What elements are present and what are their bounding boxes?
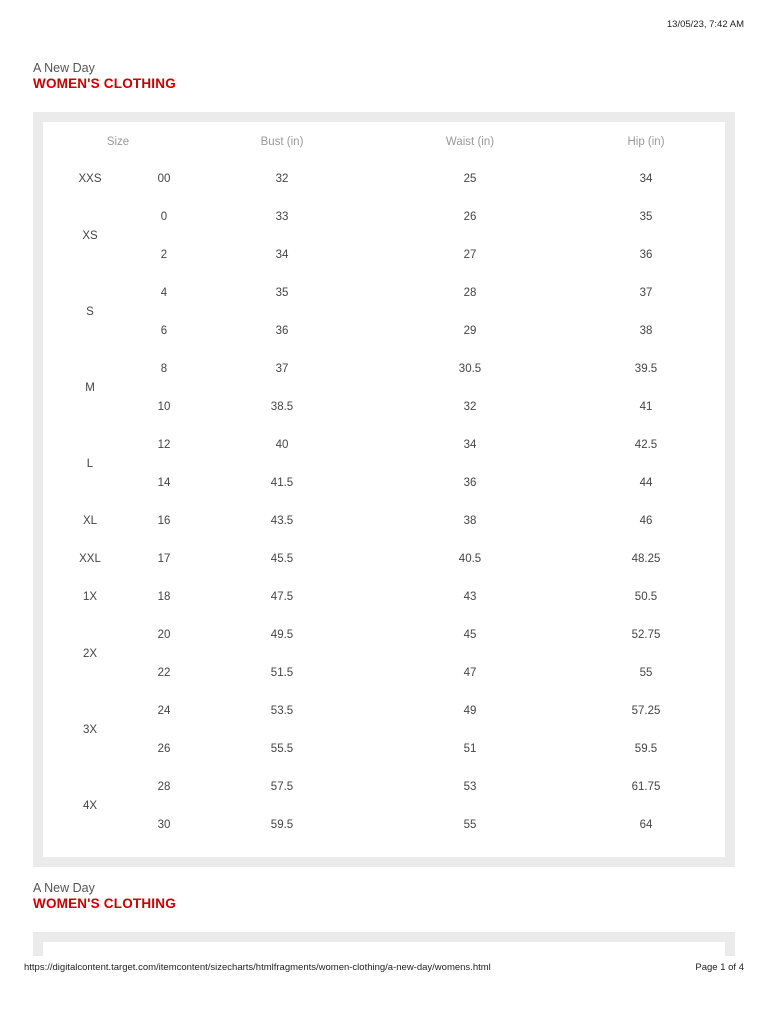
waist-cell: 26 <box>463 211 477 223</box>
hip-cell: 41 <box>639 401 653 413</box>
waist-cell: 36 <box>463 477 477 489</box>
size-label-cell: 1X <box>82 591 98 603</box>
size-label-cell: XXL <box>79 553 101 565</box>
size-number-cell: 6 <box>160 325 168 337</box>
bust-cell: 36 <box>275 325 289 337</box>
hip-cell: 42.5 <box>634 439 658 451</box>
size-label-cell: 2X <box>82 648 98 660</box>
size-number-cell: 14 <box>157 477 171 489</box>
size-chart-frame-continued <box>33 932 735 956</box>
section-header-repeat <box>33 881 176 912</box>
size-number-cell: 0 <box>160 211 168 223</box>
category-title: WOMEN'S CLOTHING <box>33 76 176 91</box>
bust-cell: 35 <box>275 287 289 299</box>
bust-cell: 38.5 <box>270 401 294 413</box>
size-label-cell: XXS <box>78 173 102 185</box>
waist-cell: 27 <box>463 249 477 261</box>
hip-cell: 52.75 <box>631 629 661 641</box>
waist-cell: 25 <box>463 173 477 185</box>
bust-cell: 51.5 <box>270 667 294 679</box>
size-label-cell: 3X <box>82 724 98 736</box>
waist-cell: 55 <box>463 819 477 831</box>
size-number-cell: 20 <box>157 629 171 641</box>
size-label-cell: XL <box>82 515 98 527</box>
size-label-cell: XS <box>82 230 98 242</box>
size-label-cell: S <box>86 306 94 318</box>
hip-cell: 34 <box>639 173 653 185</box>
waist-cell: 29 <box>463 325 477 337</box>
size-number-cell: 00 <box>157 173 171 185</box>
size-number-cell: 28 <box>157 781 171 793</box>
bust-cell: 32 <box>275 173 289 185</box>
size-number-cell: 17 <box>157 553 171 565</box>
waist-cell: 51 <box>463 743 477 755</box>
bust-cell: 55.5 <box>270 743 294 755</box>
section-header <box>33 61 176 92</box>
bust-cell: 57.5 <box>270 781 294 793</box>
hip-cell: 61.75 <box>631 781 661 793</box>
waist-cell: 28 <box>463 287 477 299</box>
hip-cell: 55 <box>639 667 653 679</box>
bust-cell: 49.5 <box>270 629 294 641</box>
waist-cell: 38 <box>463 515 477 527</box>
size-number-cell: 22 <box>157 667 171 679</box>
waist-cell: 34 <box>463 439 477 451</box>
bust-cell: 37 <box>275 363 289 375</box>
waist-cell: 45 <box>463 629 477 641</box>
size-number-cell: 26 <box>157 743 171 755</box>
size-label-cell: 4X <box>82 800 98 812</box>
column-header-bust: Bust (in) <box>260 136 304 148</box>
bust-cell: 53.5 <box>270 705 294 717</box>
waist-cell: 30.5 <box>458 363 482 375</box>
size-chart-frame <box>33 112 735 867</box>
hip-cell: 38 <box>639 325 653 337</box>
hip-cell: 35 <box>639 211 653 223</box>
bust-cell: 33 <box>275 211 289 223</box>
bust-cell: 47.5 <box>270 591 294 603</box>
waist-cell: 53 <box>463 781 477 793</box>
print-page-number: Page 1 of 4 <box>695 962 744 973</box>
column-header-size: Size <box>106 136 130 148</box>
column-header-waist: Waist (in) <box>445 136 495 148</box>
waist-cell: 49 <box>463 705 477 717</box>
print-footer-url: https://digitalcontent.target.com/itemcontent/sizecharts/htmlfragments/women-clothing/a-new-day/womens.html <box>24 962 491 973</box>
bust-cell: 41.5 <box>270 477 294 489</box>
hip-cell: 59.5 <box>634 743 658 755</box>
hip-cell: 57.25 <box>631 705 661 717</box>
waist-cell: 43 <box>463 591 477 603</box>
bust-cell: 34 <box>275 249 289 261</box>
hip-cell: 64 <box>639 819 653 831</box>
column-header-hip: Hip (in) <box>627 136 665 148</box>
waist-cell: 47 <box>463 667 477 679</box>
bust-cell: 40 <box>275 439 289 451</box>
size-number-cell: 30 <box>157 819 171 831</box>
hip-cell: 37 <box>639 287 653 299</box>
size-label-cell: L <box>86 458 94 470</box>
size-label-cell: M <box>85 382 95 394</box>
category-title: WOMEN'S CLOTHING <box>33 896 176 911</box>
size-number-cell: 8 <box>160 363 168 375</box>
size-chart-table <box>43 122 725 857</box>
size-number-cell: 2 <box>160 249 168 261</box>
print-timestamp: 13/05/23, 7:42 AM <box>666 19 744 30</box>
size-number-cell: 18 <box>157 591 171 603</box>
size-chart-table-continued <box>43 942 725 960</box>
waist-cell: 40.5 <box>458 553 482 565</box>
brand-name: A New Day <box>33 881 95 895</box>
waist-cell: 32 <box>463 401 477 413</box>
size-number-cell: 24 <box>157 705 171 717</box>
brand-name: A New Day <box>33 61 95 75</box>
bust-cell: 59.5 <box>270 819 294 831</box>
size-number-cell: 10 <box>157 401 171 413</box>
hip-cell: 36 <box>639 249 653 261</box>
hip-cell: 48.25 <box>631 553 661 565</box>
hip-cell: 50.5 <box>634 591 658 603</box>
size-number-cell: 12 <box>157 439 171 451</box>
hip-cell: 46 <box>639 515 653 527</box>
bust-cell: 43.5 <box>270 515 294 527</box>
hip-cell: 44 <box>639 477 653 489</box>
hip-cell: 39.5 <box>634 363 658 375</box>
bust-cell: 45.5 <box>270 553 294 565</box>
size-number-cell: 4 <box>160 287 168 299</box>
size-number-cell: 16 <box>157 515 171 527</box>
